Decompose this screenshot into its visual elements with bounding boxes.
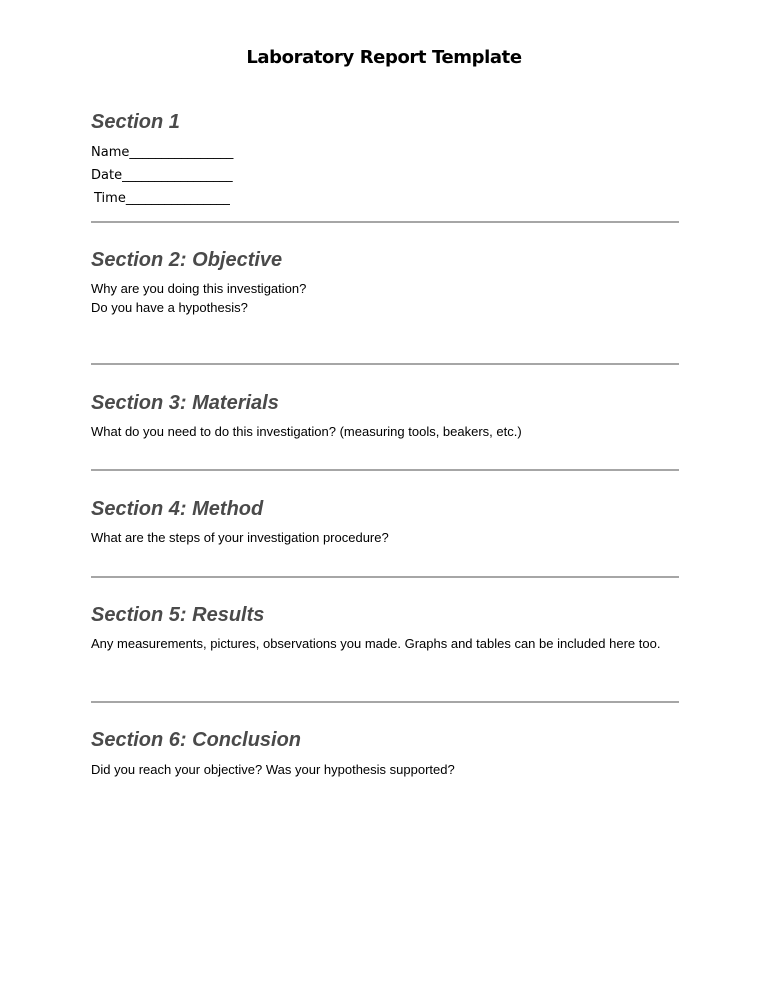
section-1-heading: Section 1: [91, 111, 180, 133]
section-3-heading: Section 3: Materials: [91, 392, 279, 414]
section-divider: [91, 221, 679, 223]
page-title: Laboratory Report Template: [246, 47, 522, 68]
section-divider: [91, 576, 679, 578]
objective-question-2: Do you have a hypothesis?: [91, 300, 248, 315]
results-prompt: Any measurements, pictures, observations you made. Graphs and tables can be included here too.: [91, 636, 661, 651]
section-4-heading: Section 4: Method: [91, 498, 264, 520]
section-5-heading: Section 5: Results: [91, 604, 265, 626]
section-2-heading: Section 2: Objective: [91, 249, 283, 271]
method-prompt: What are the steps of your investigation procedure?: [91, 530, 389, 545]
objective-question-1: Why are you doing this investigation?: [91, 281, 307, 296]
section-divider: [91, 363, 679, 365]
section-divider: [91, 469, 679, 471]
name-field[interactable]: Name________________: [91, 145, 234, 160]
section-divider: [91, 701, 679, 703]
time-field[interactable]: Time________________: [94, 191, 230, 206]
date-field[interactable]: Date_________________: [91, 168, 233, 183]
conclusion-prompt: Did you reach your objective? Was your hypothesis supported?: [91, 762, 455, 777]
section-6-heading: Section 6: Conclusion: [91, 729, 302, 751]
materials-prompt: What do you need to do this investigation? (measuring tools, beakers, etc.): [91, 424, 522, 439]
